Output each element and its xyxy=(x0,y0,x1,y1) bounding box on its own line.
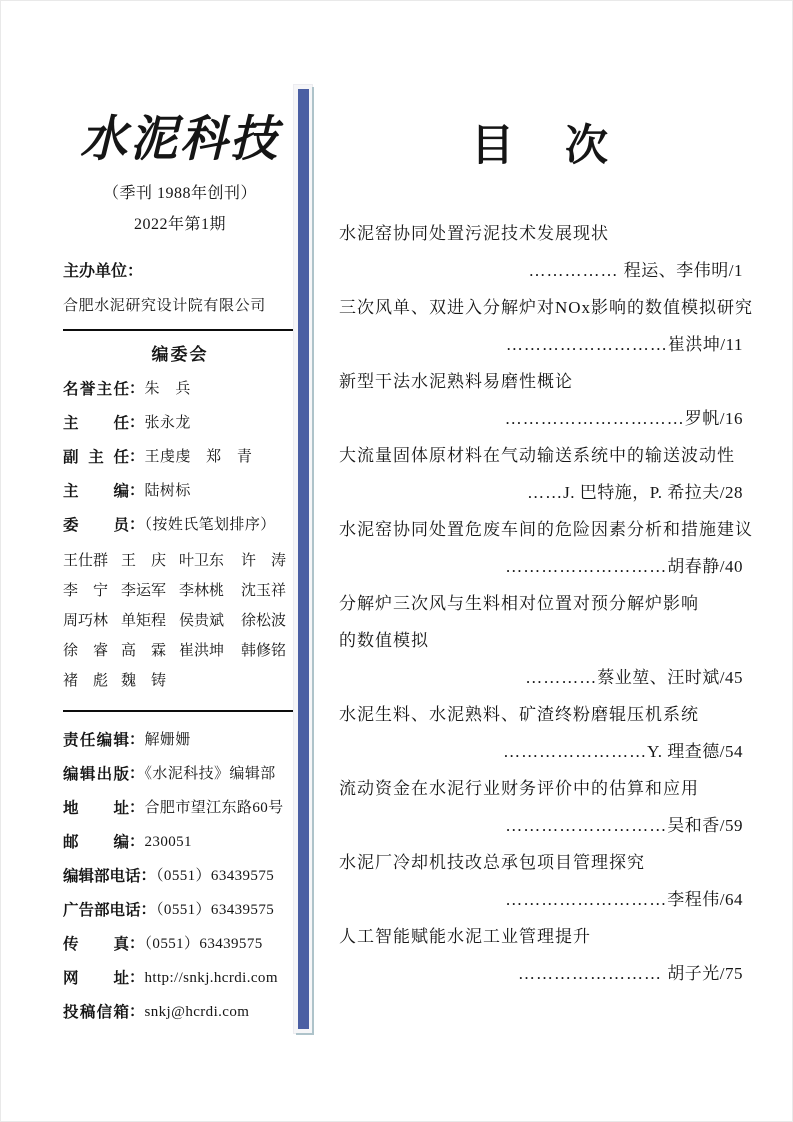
publication-info-row-label xyxy=(63,833,145,850)
publication-info-row xyxy=(63,757,297,791)
toc-leader-dots: …………………… xyxy=(503,742,648,761)
publication-info-row-value: http://snkj.hcrdi.com xyxy=(144,970,278,986)
toc-entry-page-number: 11 xyxy=(725,335,743,354)
toc-entry-separator: / xyxy=(728,261,734,280)
board-member-name: 单矩程 xyxy=(121,613,167,629)
toc-entry-author-names: 蔡业堃、汪时斌 xyxy=(597,668,720,687)
publication-info-row-colon: ： xyxy=(129,731,145,748)
publication-info-row-label-text: 网址 xyxy=(63,970,129,987)
publication-info-row-label-text: 责任编辑 xyxy=(63,732,129,749)
publication-info-row-label-text: 编辑部电话 xyxy=(63,868,141,885)
publication-info-row xyxy=(63,859,297,893)
publication-info-row-label xyxy=(63,1003,145,1020)
board-role-row-value: 陆树标 xyxy=(144,483,191,499)
board-member-name: 褚 彪 xyxy=(63,673,109,689)
toc-entry-separator: / xyxy=(719,816,725,835)
publication-info-row-colon: ： xyxy=(140,901,157,918)
masthead-column xyxy=(63,111,297,1029)
toc-entry-title: 人工智能赋能水泥工业管理提升 xyxy=(339,927,591,946)
toc-leader-dots: …………………… xyxy=(518,964,668,983)
board-member-name: 李林桃 xyxy=(179,583,225,599)
toc-entry-authors xyxy=(339,252,744,289)
toc-entry-author-names: 胡子光 xyxy=(667,964,720,983)
publication-info-row-value: 合肥市望江东路60号 xyxy=(144,800,284,816)
toc-entry-separator: / xyxy=(719,557,725,576)
publication-info-row-value: snkj@hcrdi.com xyxy=(144,1004,250,1020)
toc-entry-separator: / xyxy=(719,890,725,909)
board-role-row-value: （按姓氏笔划排序） xyxy=(144,517,276,533)
board-member-name: 徐 睿 xyxy=(63,643,109,659)
toc-entry-separator: / xyxy=(719,409,725,428)
publication-info-row-label-text: 投稿信箱 xyxy=(63,1004,129,1021)
toc-entry-separator: / xyxy=(719,668,725,687)
toc-entry-author-names: 崔洪坤 xyxy=(667,335,721,354)
toc-entry-author-names: 胡春静 xyxy=(667,557,720,576)
board-member-name: 崔洪坤 xyxy=(179,643,225,659)
board-role-row-colon: ： xyxy=(129,414,145,431)
toc-leader-dots: ……………………… xyxy=(505,816,668,835)
toc-entry-page-number: 54 xyxy=(725,742,743,761)
toc-leader-dots: ………………………… xyxy=(504,409,685,428)
toc-entry-separator: / xyxy=(719,964,725,983)
toc-entry xyxy=(339,918,744,992)
board-role-row-label-text: 名誉主任 xyxy=(63,381,129,398)
divider-rule-bottom xyxy=(63,710,297,712)
board-role-row xyxy=(63,474,297,508)
toc-entry-title: 三次风单、双进入分解炉对NOx影响的数值模拟研究 xyxy=(339,298,754,317)
toc-entry-authors xyxy=(339,955,744,992)
board-role-row-colon: ： xyxy=(129,448,145,465)
board-role-row-label xyxy=(63,448,145,465)
board-role-row xyxy=(63,440,297,474)
toc-entry xyxy=(339,437,744,511)
toc-entry-title: 水泥厂冷却机技改总承包项目管理探究 xyxy=(339,853,645,872)
board-role-row-value: 张永龙 xyxy=(144,415,191,431)
board-member-name: 徐松波 xyxy=(241,613,287,629)
toc-entry-title: 新型干法水泥熟料易磨性概论 xyxy=(339,372,573,391)
toc-leader-dots: ……………………… xyxy=(505,335,668,354)
journal-issue: 2022年第1期 xyxy=(133,216,226,233)
publication-info-row-label xyxy=(63,969,145,986)
toc-entry xyxy=(339,696,744,770)
publication-info-row-label xyxy=(63,765,145,782)
publication-info-row-label xyxy=(63,935,145,952)
vertical-divider xyxy=(294,85,312,1033)
toc-entry-author-names: Y. 理查德 xyxy=(647,742,720,761)
toc-entry-page-number: 1 xyxy=(734,261,743,280)
toc-entry-authors xyxy=(339,659,744,696)
publication-info-row-label-text: 传真 xyxy=(63,936,129,953)
toc-entry xyxy=(339,215,744,289)
toc-entry-page-number: 59 xyxy=(725,816,743,835)
toc-entry-author-names: 吴和香 xyxy=(667,816,720,835)
board-member-name: 李运军 xyxy=(121,583,167,599)
toc-entry-title: 流动资金在水泥行业财务评价中的估算和应用 xyxy=(339,779,699,798)
publication-info-row xyxy=(63,791,297,825)
board-role-row xyxy=(63,508,297,542)
toc-entry-authors xyxy=(339,548,744,585)
toc-entry-page-number: 28 xyxy=(725,483,743,502)
publication-info-row-label xyxy=(63,731,145,748)
organizer-label: 主办单位： xyxy=(63,263,144,280)
board-role-row-label-text: 委员 xyxy=(63,517,129,534)
publication-info-row-value: （0551）63439575 xyxy=(156,902,275,918)
board-role-row xyxy=(63,372,297,406)
board-member-name: 沈玉祥 xyxy=(241,583,287,599)
publication-info-row-value: （0551）63439575 xyxy=(144,936,263,952)
toc-entry xyxy=(339,844,744,918)
publication-info xyxy=(63,723,297,1029)
publication-info-row xyxy=(63,893,297,927)
publication-info-row-colon: ： xyxy=(129,969,145,986)
toc-entry-author-names: 程运、李伟明 xyxy=(623,261,729,280)
publication-info-row xyxy=(63,961,297,995)
toc-list xyxy=(339,215,754,992)
board-member-name: 韩修铭 xyxy=(241,643,287,659)
toc-entry-title: 的数值模拟 xyxy=(339,631,429,650)
toc-leader-dots: ……………………… xyxy=(505,557,668,576)
board-role-row-label-text: 副主任 xyxy=(63,449,129,466)
publication-info-row-value: 《水泥科技》编辑部 xyxy=(144,766,276,782)
publication-info-row-value: （0551）63439575 xyxy=(156,868,275,884)
vertical-divider-bar xyxy=(298,89,309,1029)
board-member-name: 叶卫东 xyxy=(179,553,225,569)
toc-leader-dots: ………… xyxy=(525,668,598,687)
toc-entry xyxy=(339,770,744,844)
toc-leader-dots: …………… xyxy=(528,261,624,280)
board-member-name: 王仕群 xyxy=(63,553,109,569)
board-role-row-label-text: 主编 xyxy=(63,483,129,500)
publication-info-row-colon: ： xyxy=(129,765,145,782)
toc-entry-page-number: 75 xyxy=(725,964,743,983)
toc-entry-authors xyxy=(339,807,744,844)
board-role-row-value: 王虔虔 郑 青 xyxy=(144,449,253,465)
toc-entry-authors xyxy=(339,733,744,770)
board-role-row xyxy=(63,406,297,440)
toc-entry-title: 水泥窑协同处置污泥技术发展现状 xyxy=(339,224,609,243)
publication-info-row-colon: ： xyxy=(129,799,145,816)
toc-entry-title: 大流量固体原材料在气动输送系统中的输送波动性 xyxy=(339,446,735,465)
publication-info-row-label-text: 地址 xyxy=(63,800,129,817)
publication-info-row-colon: ： xyxy=(129,935,145,952)
board-role-row-label xyxy=(63,414,145,431)
publication-info-row xyxy=(63,723,297,757)
board-role-row-colon: ： xyxy=(129,482,145,499)
publication-info-row xyxy=(63,825,297,859)
publication-info-row-colon: ： xyxy=(129,833,145,850)
publication-info-row-value: 230051 xyxy=(144,834,192,850)
publication-info-row-label xyxy=(63,901,156,918)
toc-entry-separator: / xyxy=(719,483,725,502)
toc-entry xyxy=(339,511,753,585)
toc-entry-page-number: 64 xyxy=(725,890,743,909)
toc-entry-author-names: J. 巴特施，P. 希拉夫 xyxy=(563,483,720,502)
toc-entry-authors xyxy=(339,881,744,918)
board-role-row-colon: ： xyxy=(129,516,145,533)
board-member-name: 李 宁 xyxy=(63,583,109,599)
board-role-row-label xyxy=(63,380,145,397)
contents-column xyxy=(339,115,754,992)
toc-entry-author-names: 李程伟 xyxy=(667,890,720,909)
toc-entry-title: 水泥生料、水泥熟料、矿渣终粉磨辊压机系统 xyxy=(339,705,699,724)
toc-heading: 目 次 xyxy=(471,121,612,171)
toc-entry xyxy=(339,363,744,437)
board-role-row-label xyxy=(63,516,145,533)
publication-info-row-label-text: 编辑出版 xyxy=(63,766,129,783)
organizer-name: 合肥水泥研究设计院有限公司 xyxy=(63,298,266,314)
publication-info-row-colon: ： xyxy=(140,867,157,884)
editorial-board-roles xyxy=(63,372,297,542)
publication-info-row-label-text: 邮编 xyxy=(63,834,129,851)
publication-info-row-label xyxy=(63,867,156,884)
editorial-board-heading: 编委会 xyxy=(151,345,209,364)
toc-entry-title: 水泥窑协同处置危废车间的危险因素分析和措施建议 xyxy=(339,520,753,539)
divider-rule-top xyxy=(63,329,297,331)
board-member-name: 许 涛 xyxy=(241,553,287,569)
toc-entry xyxy=(339,585,744,696)
publication-info-row-colon: ： xyxy=(129,1003,145,1020)
board-member-name: 王 庆 xyxy=(121,553,167,569)
board-role-row-label-text: 主任 xyxy=(63,415,129,432)
toc-entry-author-names: 罗帆 xyxy=(684,409,720,428)
toc-entry-authors xyxy=(339,326,744,363)
publication-info-row-label xyxy=(63,799,145,816)
board-role-row-value: 朱 兵 xyxy=(144,381,191,397)
toc-entry-authors xyxy=(339,400,744,437)
publication-info-row-label-text: 广告部电话 xyxy=(63,902,141,919)
toc-entry-separator: / xyxy=(720,335,726,354)
toc-leader-dots: ……………………… xyxy=(505,890,668,909)
toc-entry-authors xyxy=(339,474,744,511)
board-member-name: 侯贵斌 xyxy=(179,613,225,629)
board-member-name: 高 霖 xyxy=(121,643,167,659)
toc-entry-page-number: 16 xyxy=(725,409,743,428)
toc-entry-title: 分解炉三次风与生料相对位置对预分解炉影响 xyxy=(339,594,699,613)
board-member-name: 魏 铸 xyxy=(121,673,167,689)
board-role-row-colon: ： xyxy=(129,380,145,397)
journal-subtitle: （季刊 1988年创刊） xyxy=(102,185,257,202)
toc-leader-dots: …… xyxy=(527,483,564,502)
publication-info-row-value: 解姗姗 xyxy=(144,732,191,748)
toc-entry-page-number: 40 xyxy=(725,557,743,576)
journal-title: 水泥科技 xyxy=(80,110,280,169)
toc-entry xyxy=(339,289,754,363)
publication-info-row xyxy=(63,995,297,1029)
board-member-name: 周巧林 xyxy=(63,613,109,629)
publication-info-row xyxy=(63,927,297,961)
toc-entry-separator: / xyxy=(719,742,725,761)
toc-entry-page-number: 45 xyxy=(725,668,743,687)
board-role-row-label xyxy=(63,482,145,499)
editorial-board-members xyxy=(63,546,297,696)
